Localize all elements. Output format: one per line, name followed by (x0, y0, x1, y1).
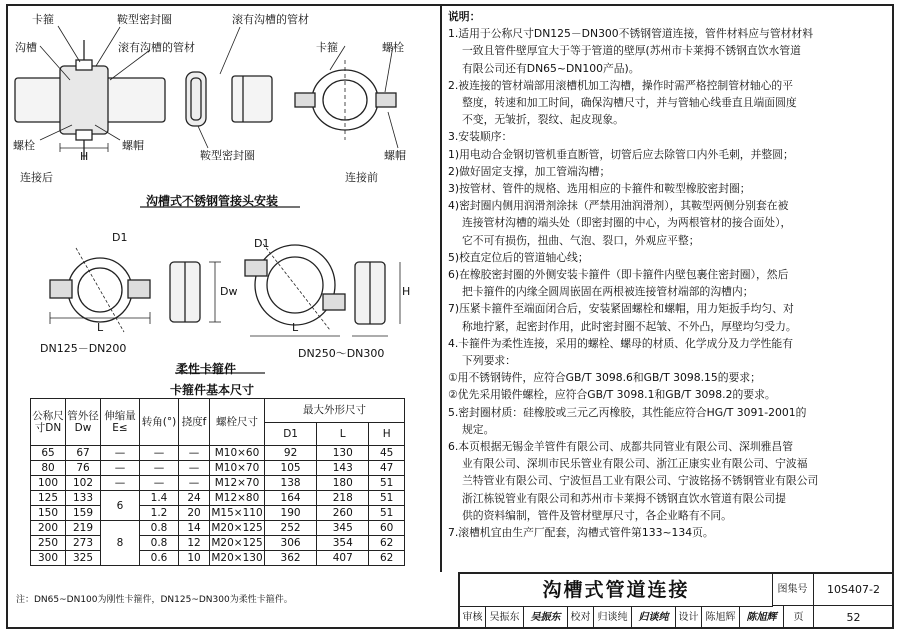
table-cell: 325 (66, 551, 101, 566)
table-cell: M10×60 (210, 446, 265, 461)
table-cell: 273 (66, 536, 101, 551)
label-saddle-seal-bottom: 鞍型密封圈 (200, 149, 255, 162)
note-line: 供的资料编制，管件及管材壁厚尺寸，各企业略有不同。 (462, 508, 732, 522)
note-line: 它不可有损伤，扭曲、气泡、裂口，外观应平整； (462, 233, 700, 247)
table-cell: 138 (265, 476, 317, 491)
table-cell: M12×80 (210, 491, 265, 506)
note-line: 6)在橡胶密封圈的外侧安装卡箍件（即卡箍件内壁包裹住密封圈），然后 (448, 268, 789, 282)
label-bolt-left: 螺栓 (13, 139, 35, 152)
table-cell: 354 (317, 536, 369, 551)
table-cell: 76 (66, 461, 101, 476)
range-dn250-300: DN250～DN300 (298, 347, 385, 360)
th-dn: 公称尺寸DN (31, 399, 66, 446)
table-cell: 200 (31, 521, 66, 536)
table-cell: — (101, 446, 140, 461)
pipe-end (232, 76, 272, 122)
label-l-b: L (292, 321, 299, 334)
clamp-body (60, 66, 108, 134)
table-cell: 130 (317, 446, 369, 461)
label-h: H (402, 285, 411, 298)
table-row (31, 521, 405, 536)
table-cell: 300 (31, 551, 66, 566)
atlas-label: 图集号 (772, 574, 814, 606)
notes-heading: 说明： (448, 10, 481, 23)
table-cell: 51 (369, 491, 405, 506)
table-cell: 47 (369, 461, 405, 476)
table-cell: — (179, 446, 210, 461)
note-line: 4.卡箍件为柔性连接，采用的螺栓、螺母的材质、化学成分及力学性能有 (448, 336, 794, 350)
table-cell: 62 (369, 551, 405, 566)
table-row (31, 476, 405, 491)
table-cell: 250 (31, 536, 66, 551)
note-line: 4)密封圈内侧用润滑剂涂抹（严禁用油润滑剂），其鞍型两侧分别套在被 (448, 199, 789, 213)
table-cell: 0.8 (140, 536, 179, 551)
note-line: 6.本页根据无锡金羊管件有限公司、成都共同管业有限公司、深圳雅昌管 (448, 440, 794, 454)
table-row (31, 461, 405, 476)
label-bolt: 螺栓 (382, 41, 404, 54)
table-cell: 260 (317, 506, 369, 521)
table-cell: 0.6 (140, 551, 179, 566)
table-cell: 12 (179, 536, 210, 551)
table-cell: 362 (265, 551, 317, 566)
label-groove: 沟槽 (15, 41, 37, 54)
table-cell: 24 (179, 491, 210, 506)
table-cell: — (101, 461, 140, 476)
table-footnote: 注：DN65~DN100为刚性卡箍件，DN125~DN300为柔性卡箍件。 (16, 595, 293, 605)
table-cell: 164 (265, 491, 317, 506)
note-line: 连接管材沟槽的端头处（即密封圈的中心，为两根管材的接合面处）， (462, 216, 792, 230)
table-cell: M20×125 (211, 537, 263, 549)
table-cell: 51 (369, 506, 405, 521)
table-cell: 159 (66, 506, 101, 521)
label-grooved-pipe-top: 滚有沟槽的管材 (232, 13, 309, 26)
table-cell: — (101, 476, 140, 491)
clamp-dimension-table (30, 398, 405, 566)
th-l: L (317, 422, 369, 446)
table-cell: — (140, 461, 179, 476)
note-line: 2.被连接的管材端部用滚槽机加工沟槽，操作时需严格控制管材轴心的平 (448, 78, 794, 92)
note-line: ②优先采用锻件螺栓，应符合GB/T 3098.1和GB/T 3098.2的要求。 (448, 388, 776, 402)
atlas-no: 10S407-2 (814, 574, 894, 606)
page-label: 页 (784, 606, 814, 629)
th-max: 最大外形尺寸 (265, 399, 405, 423)
note-line: 7.滚槽机宜由生产厂配套，沟槽式管件第133~134页。 (448, 526, 714, 540)
table-cell: 105 (265, 461, 317, 476)
table-cell: 1.4 (140, 491, 179, 506)
table-cell: 20 (179, 506, 210, 521)
table-cell: 0.8 (140, 521, 179, 536)
table-cell: M15×110 (211, 507, 263, 519)
column-divider (440, 4, 442, 572)
label-d1-b: D1 (254, 237, 270, 250)
table-cell: 345 (317, 521, 369, 536)
note-line: 业有限公司、深圳市民乐管业有限公司、浙江正康实业有限公司、宁波福 (462, 457, 808, 471)
th-h: H (369, 422, 405, 446)
checker-signature: 归谈纯 (632, 606, 676, 629)
note-line: 7)压紧卡箍件至端面闭合后，安装紧固螺栓和螺帽，用力矩扳手均匀、对 (448, 302, 794, 316)
table-cell: 252 (265, 521, 317, 536)
note-line: 一致且管件壁厚宜大于等于管道的壁厚(苏州市卡莱拇不锈钢直饮水管道 (462, 44, 801, 58)
open-clamp (312, 70, 378, 130)
label-clamp-right: 卡箍 (316, 41, 338, 54)
note-line: 5)校直定位后的管道轴心线； (448, 250, 589, 264)
table-cell: 10 (179, 551, 210, 566)
table-cell: M20×130 (211, 552, 263, 564)
label-dim-h: H (80, 150, 89, 163)
th-dw: 管外径Dw (66, 399, 101, 446)
check-label: 校对 (568, 606, 594, 629)
label-l-a: L (97, 321, 104, 334)
table-row (31, 506, 405, 521)
note-line: 2)做好固定支撑，加工管端沟槽； (448, 164, 611, 178)
designer-signature: 陈旭辉 (740, 606, 784, 629)
notes (448, 8, 888, 541)
table-cell: 45 (369, 446, 405, 461)
table-cell: — (140, 476, 179, 491)
note-line: 浙江栋锐管业有限公司和苏州市卡莱拇不锈钢直饮水管道有限公司提 (462, 491, 786, 505)
design-label: 设计 (676, 606, 702, 629)
label-grooved-pipe-mid: 滚有沟槽的管材 (118, 41, 195, 54)
table-cell: 190 (265, 506, 317, 521)
note-line: 有限公司还有DN65~DN100产品)。 (462, 61, 640, 75)
table-cell: 180 (317, 476, 369, 491)
table-cell: 219 (66, 521, 101, 536)
designer: 陈旭辉 (702, 606, 740, 629)
table-row (31, 551, 405, 566)
table-cell: M20×125 (211, 522, 263, 534)
note-line: 3.安装顺序： (448, 130, 513, 144)
saddle-seal-ring (186, 72, 206, 126)
note-line: 规定。 (462, 422, 495, 436)
checker: 归谈纯 (594, 606, 632, 629)
note-line: 称地拧紧，起密封作用，此时密封圈不起皱、不外凸，厚壁均匀受力。 (462, 319, 797, 333)
th-bolt: 螺栓尺寸 (210, 399, 265, 446)
label-d1-a: D1 (112, 231, 128, 244)
table-row (31, 491, 405, 506)
th-e: 伸缩量E≤ (101, 399, 140, 446)
table-cell: 102 (66, 476, 101, 491)
table-cell: 133 (66, 491, 101, 506)
page-no: 52 (814, 606, 894, 629)
table-cell: 80 (31, 461, 66, 476)
table-cell: 67 (66, 446, 101, 461)
table-cell: 407 (317, 551, 369, 566)
note-line: 5.密封圈材质：硅橡胶或三元乙丙橡胶，其性能应符合HG/T 3091-2001的 (448, 405, 807, 419)
table-row (31, 446, 405, 461)
table-cell: 8 (101, 521, 140, 566)
note-line: 把卡箍件的内缘全圆周嵌固在两根被连接管材端部的沟槽内； (462, 285, 754, 299)
label-clamp: 卡箍 (32, 13, 54, 26)
table-cell: 1.2 (140, 506, 179, 521)
range-dn125-200: DN125－DN200 (40, 342, 127, 355)
table-cell: 125 (31, 491, 66, 506)
install-caption: 沟槽式不锈钢管接头安装 (146, 194, 279, 208)
table-title: 卡箍件基本尺寸 (170, 383, 255, 397)
table-cell: 150 (31, 506, 66, 521)
review-label: 审核 (460, 606, 486, 629)
table-cell: 143 (317, 461, 369, 476)
table-cell: — (179, 461, 210, 476)
table-cell: M12×70 (210, 476, 265, 491)
note-line: 下列要求： (462, 354, 516, 368)
table-cell: 51 (369, 476, 405, 491)
table-cell: — (140, 446, 179, 461)
label-nut-left: 螺帽 (122, 139, 144, 152)
table-cell: 62 (369, 536, 405, 551)
table-cell: 60 (369, 521, 405, 536)
reviewer: 吴振东 (486, 606, 524, 629)
note-line: 1)用电动合金钢切管机垂直断管，切管后应去除管口内外毛刺，并整圆； (448, 147, 794, 161)
label-nut-right: 螺帽 (384, 149, 406, 162)
th-angle: 转角(°) (140, 399, 179, 446)
table-cell: 306 (265, 536, 317, 551)
table-row (31, 536, 405, 551)
table-cell: 6 (101, 491, 140, 521)
label-saddle-seal-top: 鞍型密封圈 (117, 13, 172, 26)
table-cell: 100 (31, 476, 66, 491)
note-line: 不变，无皱折，裂纹、起皮现象。 (462, 113, 624, 127)
label-before-connect: 连接前 (345, 171, 378, 184)
table-cell: 92 (265, 446, 317, 461)
th-d1: D1 (265, 422, 317, 446)
reviewer-signature: 吴振东 (524, 606, 568, 629)
table-cell: — (179, 476, 210, 491)
label-dw: Dw (220, 285, 238, 298)
note-line: 3)按管材、管件的规格、选用相应的卡箍件和鞍型橡胶密封圈； (448, 182, 751, 196)
table-cell: M10×70 (210, 461, 265, 476)
note-line: ①用不锈钢铸件，应符合GB/T 3098.6和GB/T 3098.15的要求； (448, 371, 761, 385)
note-line: 整度，转速和加工时间，确保沟槽尺寸，并与管轴心线垂直且端面圆度 (462, 96, 797, 110)
note-line: 1.适用于公称尺寸DN125－DN300不锈钢管道连接，管件材料应与管材材料 (448, 27, 814, 41)
th-f: 挠度f (179, 399, 210, 446)
title-block (458, 572, 894, 629)
flex-caption: 柔性卡箍件 (176, 362, 237, 376)
table-cell: 218 (317, 491, 369, 506)
table-cell: 14 (179, 521, 210, 536)
label-after-connect: 连接后 (20, 171, 53, 184)
note-line: 兰特管业有限公司、宁波恒昌工业有限公司、宁波铭扬不锈钢管业有限公司 (462, 474, 819, 488)
drawing-title: 沟槽式管道连接 (460, 574, 773, 607)
table-cell: 65 (31, 446, 66, 461)
